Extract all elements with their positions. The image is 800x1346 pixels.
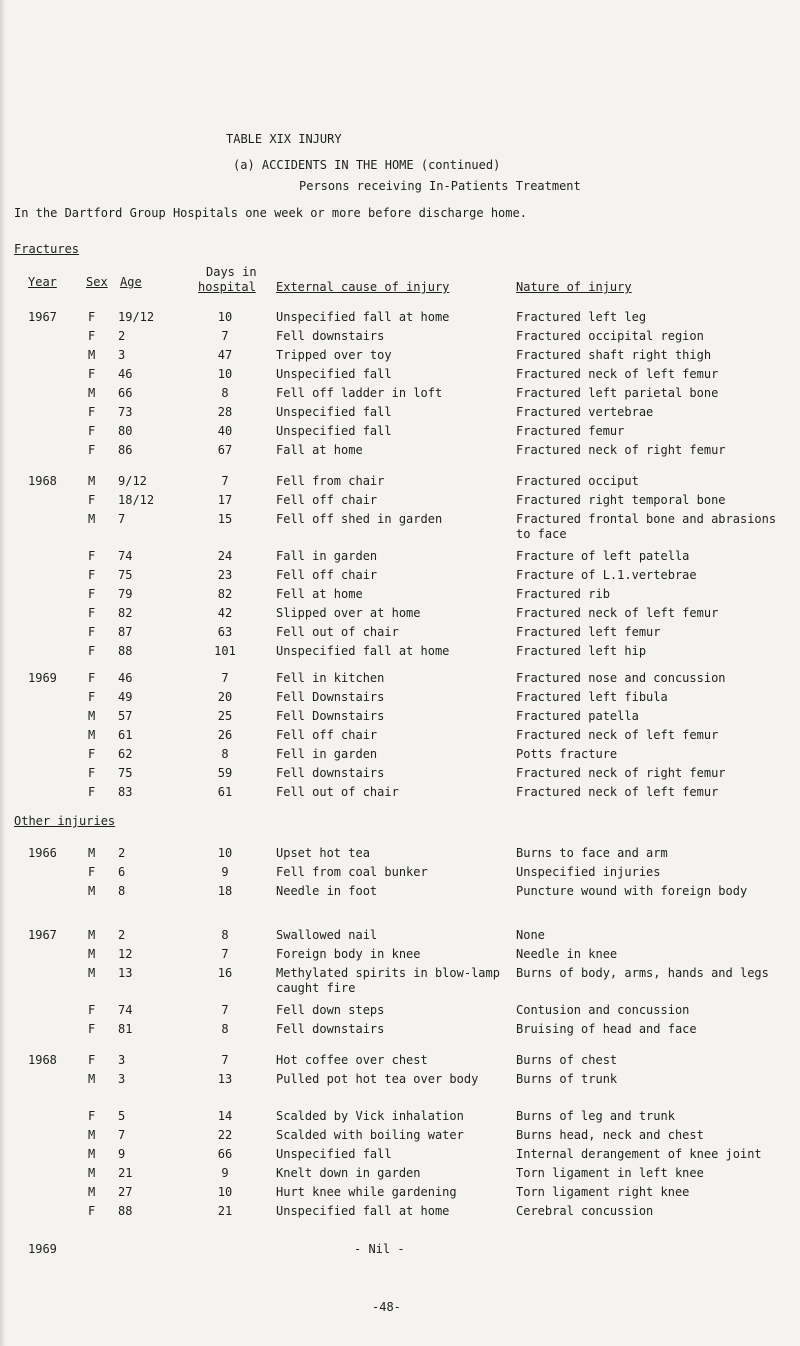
cell-age: 13 [118,966,133,980]
cell-nature: Fractured neck of left femur [516,367,719,381]
table-row [0,785,800,815]
cell-cause: Fell from coal bunker [276,865,428,879]
cell-nature: Torn ligament in left knee [516,1166,704,1180]
cell-nature: None [516,928,545,942]
cell-cause: Fell off chair [276,568,378,582]
cell-days: 8 [221,747,229,761]
cell-sex: F [88,587,96,601]
cell-sex: F [88,1003,96,1017]
cell-cause: Knelt down in garden [276,1166,421,1180]
cell-days: 67 [217,443,233,457]
col-cause: External cause of injury [276,280,450,294]
cell-cause: Unspecified fall [276,424,392,438]
cell-nature: Fractured occiput [516,474,639,488]
cell-sex: M [88,709,96,723]
cell-days: 82 [217,587,233,601]
cell-cause: Fell down steps [276,1003,385,1017]
cell-age: 8 [118,884,126,898]
cell-sex: F [88,310,96,324]
cell-nature: Fractured left leg [516,310,647,324]
page-number: -48- [372,1300,401,1314]
cell-nature: Burns head, neck and chest [516,1128,704,1142]
cell-sex: F [88,1022,96,1036]
cell-days: 7 [221,474,229,488]
cell-cause: Fell Downstairs [276,690,385,704]
cell-cause: Hot coffee over chest [276,1053,428,1067]
cell-nature: Fractured patella [516,709,639,723]
cell-nature: Fracture of left patella [516,549,690,563]
cell-age: 19/12 [118,310,155,324]
cell-days: 47 [217,348,233,362]
cell-age: 3 [118,1072,126,1086]
cell-nature: Internal derangement of knee joint [516,1147,762,1161]
cell-sex: M [88,1185,96,1199]
cell-age: 6 [118,865,126,879]
cell-nature: Burns to face and arm [516,846,668,860]
cell-sex: M [88,728,96,742]
cell-nature: Fracture of L.1.vertebrae [516,568,697,582]
cell-sex: F [88,644,96,658]
cell-sex: F [88,671,96,685]
table-row [0,966,800,996]
table-row [0,1022,800,1052]
cell-nature: Puncture wound with foreign body [516,884,748,898]
cell-age: 2 [118,846,126,860]
cell-age: 81 [118,1022,133,1036]
footer-nil: - Nil - [354,1242,405,1256]
cell-sex: F [88,1204,96,1218]
cell-cause: Fell off chair [276,728,378,742]
table-row [0,884,800,914]
cell-nature: Cerebral concussion [516,1204,654,1218]
cell-age: 49 [118,690,133,704]
cell-age: 88 [118,644,133,658]
cell-age: 2 [118,928,126,942]
cell-age: 7 [118,1128,126,1142]
cell-days: 10 [217,367,233,381]
cell-nature: Fractured femur [516,424,625,438]
cell-cause: Methylated spirits in blow-lamp caught fire [276,966,500,995]
cell-nature: Fractured left fibula [516,690,668,704]
cell-cause: Unspecified fall [276,405,392,419]
cell-sex: F [88,747,96,761]
cell-cause: Fell at home [276,587,363,601]
cell-days: 9 [221,1166,229,1180]
cell-days: 59 [217,766,233,780]
cell-cause: Unspecified fall at home [276,1204,450,1218]
cell-cause: Fell downstairs [276,329,385,343]
cell-cause: Fell out of chair [276,625,399,639]
cell-days: 14 [217,1109,233,1123]
cell-age: 61 [118,728,133,742]
cell-nature: Bruising of head and face [516,1022,697,1036]
cell-nature: Fractured occipital region [516,329,704,343]
cell-cause: Fell out of chair [276,785,399,799]
col-days-line2: hospital [198,280,256,294]
cell-cause: Scalded by Vick inhalation [276,1109,464,1123]
cell-days: 101 [214,644,236,658]
cell-year: 1967 [28,928,57,942]
cell-nature: Unspecified injuries [516,865,661,879]
table-subtitle-2: Persons receiving In-Patients Treatment [299,179,581,193]
cell-year: 1968 [28,474,57,488]
cell-sex: F [88,606,96,620]
col-nature: Nature of injury [516,280,632,294]
cell-cause: Scalded with boiling water [276,1128,464,1142]
cell-age: 5 [118,1109,126,1123]
cell-days: 10 [217,310,233,324]
cell-nature: Fractured shaft right thigh [516,348,712,362]
cell-sex: F [88,625,96,639]
cell-days: 40 [217,424,233,438]
cell-days: 63 [217,625,233,639]
cell-cause: Upset hot tea [276,846,370,860]
cell-age: 87 [118,625,133,639]
cell-sex: F [88,424,96,438]
cell-sex: F [88,865,96,879]
cell-age: 75 [118,766,133,780]
cell-sex: M [88,474,96,488]
cell-sex: F [88,367,96,381]
cell-sex: F [88,1053,96,1067]
cell-nature: Fractured nose and concussion [516,671,726,685]
col-sex: Sex [86,275,108,289]
cell-sex: F [88,549,96,563]
table-row [0,644,800,674]
cell-nature: Fractured left femur [516,625,661,639]
cell-cause: Swallowed nail [276,928,378,942]
cell-days: 23 [217,568,233,582]
cell-cause: Fell in kitchen [276,671,385,685]
cell-sex: M [88,1166,96,1180]
cell-days: 28 [217,405,233,419]
cell-sex: M [88,1128,96,1142]
cell-nature: Fractured neck of left femur [516,728,719,742]
cell-days: 8 [221,1022,229,1036]
cell-days: 9 [221,865,229,879]
cell-days: 16 [217,966,233,980]
cell-sex: M [88,348,96,362]
cell-nature: Torn ligament right knee [516,1185,690,1199]
cell-days: 7 [221,329,229,343]
cell-age: 75 [118,568,133,582]
cell-days: 8 [221,928,229,942]
footer-year-1969: 1969 [28,1242,57,1256]
cell-days: 7 [221,947,229,961]
cell-cause: Fell downstairs [276,766,385,780]
cell-nature: Fractured neck of right femur [516,443,726,457]
cell-year: 1966 [28,846,57,860]
cell-age: 3 [118,348,126,362]
col-age: Age [120,275,142,289]
cell-age: 66 [118,386,133,400]
cell-nature: Burns of body, arms, hands and legs [516,966,769,980]
cell-age: 88 [118,1204,133,1218]
cell-sex: M [88,846,96,860]
cell-cause: Needle in foot [276,884,378,898]
cell-age: 9 [118,1147,126,1161]
cell-cause: Fall in garden [276,549,378,563]
cell-nature: Burns of leg and trunk [516,1109,675,1123]
cell-year: 1968 [28,1053,57,1067]
cell-age: 79 [118,587,133,601]
cell-age: 83 [118,785,133,799]
cell-nature: Fractured neck of left femur [516,606,719,620]
cell-nature: Contusion and concussion [516,1003,690,1017]
section-fractures: Fractures [14,242,80,256]
cell-cause: Foreign body in knee [276,947,421,961]
cell-days: 42 [217,606,233,620]
cell-year: 1967 [28,310,57,324]
cell-nature: Fractured neck of right femur [516,766,726,780]
cell-days: 26 [217,728,233,742]
cell-cause: Unspecified fall [276,367,392,381]
cell-days: 10 [217,846,233,860]
table-subtitle: (a) ACCIDENTS IN THE HOME (continued) [233,158,501,172]
cell-days: 17 [217,493,233,507]
cell-cause: Fell off ladder in loft [276,386,443,400]
cell-cause: Fell from chair [276,474,385,488]
cell-days: 7 [221,1053,229,1067]
cell-nature: Potts fracture [516,747,618,761]
intro-text: In the Dartford Group Hospitals one week or more before discharge home. [14,206,527,220]
section-other-injuries: Other injuries [14,814,116,828]
cell-days: 21 [217,1204,233,1218]
cell-cause: Fell in garden [276,747,378,761]
table-row [0,1204,800,1234]
cell-days: 8 [221,386,229,400]
cell-age: 73 [118,405,133,419]
cell-nature: Fractured rib [516,587,610,601]
cell-age: 9/12 [118,474,147,488]
cell-days: 13 [217,1072,233,1086]
cell-nature: Fractured neck of left femur [516,785,719,799]
cell-age: 74 [118,1003,133,1017]
cell-sex: M [88,1072,96,1086]
cell-days: 66 [217,1147,233,1161]
cell-age: 46 [118,671,133,685]
cell-cause: Fell Downstairs [276,709,385,723]
cell-sex: F [88,1109,96,1123]
cell-nature: Burns of trunk [516,1072,618,1086]
cell-days: 15 [217,512,233,526]
cell-cause: Fall at home [276,443,363,457]
cell-cause: Hurt knee while gardening [276,1185,457,1199]
cell-sex: F [88,568,96,582]
cell-age: 46 [118,367,133,381]
cell-age: 2 [118,329,126,343]
col-days-line1: Days in [206,265,257,279]
cell-nature: Fractured left hip [516,644,647,658]
cell-nature: Fractured left parietal bone [516,386,719,400]
cell-sex: M [88,884,96,898]
cell-cause: Tripped over toy [276,348,392,362]
cell-nature: Fractured vertebrae [516,405,654,419]
cell-age: 21 [118,1166,133,1180]
cell-sex: F [88,690,96,704]
cell-sex: M [88,928,96,942]
cell-nature: Burns of chest [516,1053,618,1067]
cell-sex: M [88,1147,96,1161]
cell-age: 7 [118,512,126,526]
cell-days: 7 [221,1003,229,1017]
cell-sex: F [88,443,96,457]
cell-age: 57 [118,709,133,723]
cell-nature: Fractured frontal bone and abrasions to face [516,512,777,541]
cell-sex: F [88,785,96,799]
cell-age: 82 [118,606,133,620]
cell-days: 24 [217,549,233,563]
cell-sex: M [88,947,96,961]
cell-age: 3 [118,1053,126,1067]
cell-sex: F [88,493,96,507]
cell-sex: M [88,386,96,400]
cell-nature: Needle in knee [516,947,618,961]
cell-age: 86 [118,443,133,457]
cell-cause: Pulled pot hot tea over body [276,1072,479,1086]
cell-days: 22 [217,1128,233,1142]
cell-nature: Fractured right temporal bone [516,493,726,507]
cell-year: 1969 [28,671,57,685]
cell-age: 18/12 [118,493,155,507]
cell-age: 27 [118,1185,133,1199]
cell-days: 25 [217,709,233,723]
cell-sex: M [88,512,96,526]
cell-cause: Slipped over at home [276,606,421,620]
cell-cause: Fell off chair [276,493,378,507]
cell-cause: Fell downstairs [276,1022,385,1036]
cell-age: 62 [118,747,133,761]
cell-age: 74 [118,549,133,563]
cell-age: 80 [118,424,133,438]
cell-days: 7 [221,671,229,685]
cell-sex: M [88,966,96,980]
table-row [0,1072,800,1102]
cell-age: 12 [118,947,133,961]
table-row [0,443,800,473]
cell-sex: F [88,329,96,343]
col-year: Year [28,275,57,289]
cell-cause: Fell off shed in garden [276,512,443,526]
cell-sex: F [88,405,96,419]
cell-days: 61 [217,785,233,799]
cell-days: 20 [217,690,233,704]
cell-cause: Unspecified fall [276,1147,392,1161]
cell-cause: Unspecified fall at home [276,310,450,324]
table-row [0,512,800,542]
cell-cause: Unspecified fall at home [276,644,450,658]
cell-sex: F [88,766,96,780]
cell-days: 10 [217,1185,233,1199]
cell-days: 18 [217,884,233,898]
table-title: TABLE XIX INJURY [226,132,342,146]
